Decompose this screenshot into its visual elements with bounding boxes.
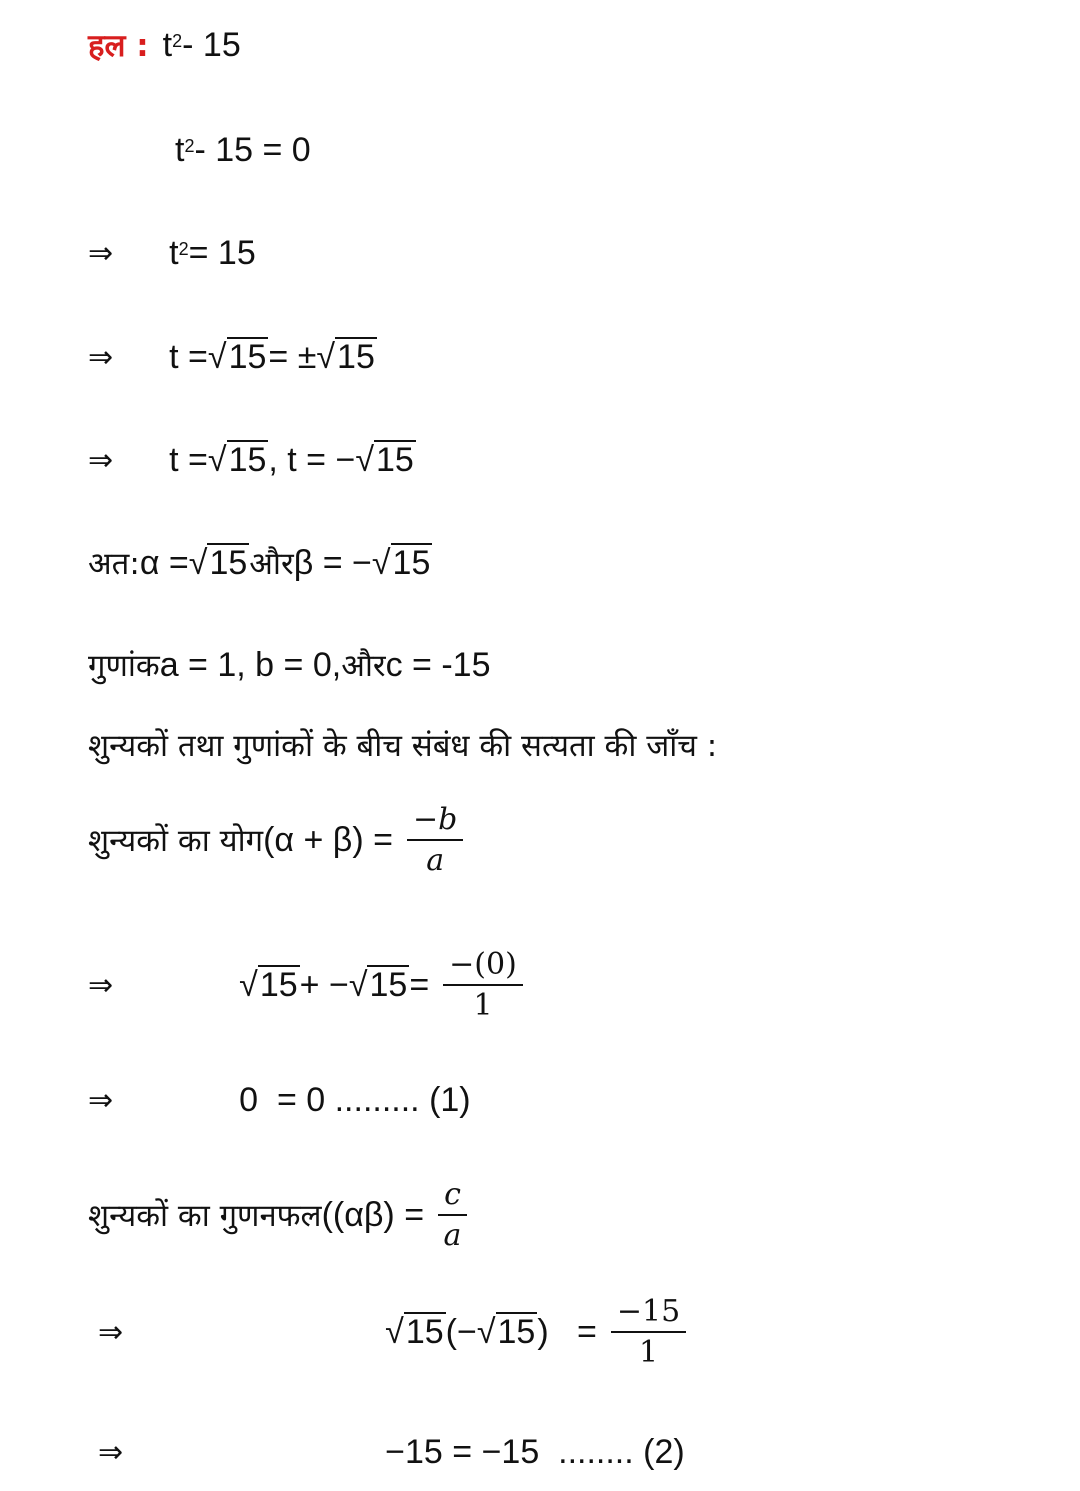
fraction xyxy=(443,947,523,1023)
implies-arrow: ⇒ xyxy=(88,339,114,375)
expr: (α + β) = xyxy=(263,820,393,859)
radicand: 15 xyxy=(405,1313,444,1352)
expr: c = -15 xyxy=(385,645,491,684)
product-result-line xyxy=(98,1422,685,1482)
denominator: 1 xyxy=(638,1335,659,1370)
radicand: 15 xyxy=(369,966,408,1005)
expr: 0 = 0 ......... (1) xyxy=(239,1080,471,1119)
sum-substitution-line xyxy=(88,940,523,1030)
exponent: 2 xyxy=(172,30,183,51)
expr-rest: = 15 xyxy=(188,233,256,272)
equation-line-5 xyxy=(88,430,416,490)
fraction xyxy=(407,802,463,878)
radicand: 15 xyxy=(228,441,267,480)
expr: t = xyxy=(169,440,208,479)
sum-of-zeros-line xyxy=(88,795,463,885)
expr-var: t xyxy=(162,25,173,64)
expr: = ± xyxy=(268,337,317,376)
expr: a = 1, b = 0, xyxy=(159,645,342,684)
exponent: 2 xyxy=(184,135,195,156)
radicand: 15 xyxy=(209,544,248,583)
equation-line-4 xyxy=(88,327,377,387)
radicand: 15 xyxy=(392,544,431,583)
sqrt-sign: √ xyxy=(355,440,375,479)
implies-arrow: ⇒ xyxy=(88,1082,114,1118)
hindi-text: शुन्यकों का गुणनफल xyxy=(88,1198,322,1234)
hindi-text: शुन्यकों तथा गुणांकों के बीच संबंध की सत्यता की जाँच : xyxy=(88,728,718,764)
radicand: 15 xyxy=(228,338,267,377)
expr-rest: - 15 = 0 xyxy=(194,130,311,169)
coefficients-line xyxy=(88,635,490,695)
denominator: a xyxy=(443,1218,462,1253)
sqrt-sign: √ xyxy=(188,543,208,582)
sqrt-sign: √ xyxy=(476,1312,496,1351)
fraction xyxy=(438,1177,467,1253)
sqrt-sign: √ xyxy=(207,337,227,376)
exponent: 2 xyxy=(178,238,189,259)
expr: α = xyxy=(139,543,189,582)
sqrt-sign: √ xyxy=(385,1312,404,1351)
hindi-text: शुन्यकों का योग xyxy=(88,823,264,859)
sqrt-sign: √ xyxy=(348,965,368,1004)
radicand: 15 xyxy=(337,338,375,377)
numerator: −(0) xyxy=(443,947,523,986)
expr: t = xyxy=(169,337,208,376)
sqrt-sign: √ xyxy=(207,440,227,479)
product-of-zeros-line xyxy=(88,1170,467,1260)
hindi-text: गुणांक xyxy=(88,648,160,684)
expr: β = − xyxy=(293,543,372,582)
sqrt-sign: √ xyxy=(371,543,391,582)
numerator: −b xyxy=(407,802,463,841)
fraction xyxy=(611,1294,686,1370)
hindi-text: अत: xyxy=(88,546,140,582)
hindi-text: और xyxy=(341,648,386,684)
expr: ) = xyxy=(537,1312,597,1351)
numerator: −15 xyxy=(611,1294,686,1333)
radicand: 15 xyxy=(497,1313,536,1352)
implies-arrow: ⇒ xyxy=(88,967,114,1003)
verification-heading xyxy=(88,715,717,775)
numerator: c xyxy=(438,1177,467,1216)
implies-arrow: ⇒ xyxy=(88,442,114,478)
implies-arrow: ⇒ xyxy=(98,1434,124,1470)
implies-arrow: ⇒ xyxy=(88,235,114,271)
expr: + − xyxy=(299,965,349,1004)
radicand: 15 xyxy=(259,966,298,1005)
equation-line-2 xyxy=(175,120,311,180)
denominator: a xyxy=(426,843,445,878)
expr-var: t xyxy=(175,130,185,169)
expr-rest: - 15 xyxy=(182,25,241,64)
sum-result-line xyxy=(88,1070,471,1130)
sqrt-sign: √ xyxy=(239,965,258,1004)
implies-arrow: ⇒ xyxy=(98,1314,124,1350)
equation-line-3 xyxy=(88,223,256,283)
expr: −15 = −15 ........ (2) xyxy=(385,1432,685,1471)
expr: (− xyxy=(445,1312,477,1351)
solution-heading-line xyxy=(88,15,241,75)
sqrt-sign: √ xyxy=(316,337,336,376)
roots-line xyxy=(88,533,432,593)
radicand: 15 xyxy=(376,441,414,480)
expr-var: t xyxy=(169,233,179,272)
denominator: 1 xyxy=(473,988,493,1023)
expr: ((αβ) = xyxy=(321,1195,425,1234)
solution-label: हल : xyxy=(88,28,149,64)
expr: = xyxy=(409,965,430,1004)
expr: , t = − xyxy=(268,440,356,479)
product-substitution-line xyxy=(98,1287,686,1377)
hindi-text: और xyxy=(249,546,294,582)
